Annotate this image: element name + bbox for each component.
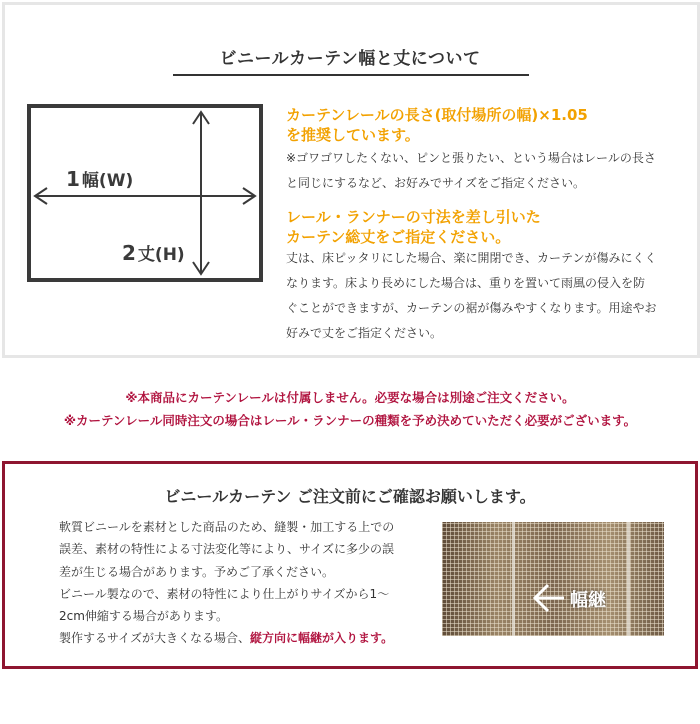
caution-line: 誤差、素材の特性による寸法変化等により、サイズに多少の誤 [59, 542, 395, 557]
title-underline [173, 74, 529, 76]
width-recommendation-body [286, 146, 690, 196]
seam-line [627, 522, 630, 636]
caution-line: ビニール製なので、素材の特性により仕上がりサイズから1～ [59, 586, 390, 601]
height-text: 丈(H) [137, 245, 185, 265]
caution-last-line [59, 627, 429, 649]
height-body-line: ぐことができますが、カーテンの裾が傷みやすくなります。用途やお [286, 301, 657, 315]
seam-photo-label: 幅継 [570, 590, 606, 611]
width-headline-line2: を推奨しています。 [286, 126, 420, 144]
height-number: 2 [122, 241, 136, 265]
height-headline-line1: レール・ランナーの寸法を差し引いた [286, 208, 541, 226]
caution-line: 差が生じる場合があります。予めご了承ください。 [59, 564, 335, 579]
height-body-line: なります。床より長めにした場合は、重りを置いて雨風の侵入を防 [286, 276, 646, 290]
height-recommendation-headline [286, 207, 541, 247]
rail-type-notice: ※カーテンレール同時注文の場合はレール・ランナーの種類を予め決めていただく必要がございます。 [63, 413, 637, 428]
width-label [66, 166, 133, 191]
height-label [122, 240, 185, 265]
order-caution-title: ビニールカーテン ご注文前にご確認お願いします。 [164, 487, 536, 506]
caution-line: 軟質ビニールを素材とした商品のため、縫製・加工する上での [59, 520, 395, 534]
caution-line: 2cm伸縮する場合があります。 [59, 609, 228, 624]
width-number: 1 [66, 167, 80, 191]
width-headline-line1: カーテンレールの長さ(取付場所の幅)×1.05 [286, 106, 588, 124]
height-recommendation-body [286, 246, 690, 346]
width-text: 幅(W) [81, 171, 134, 191]
height-body-line: 好みで丈をご指定ください。 [286, 326, 443, 340]
rail-not-included-notice: ※本商品にカーテンレールは付属しません。必要な場合は別途ご注文ください。 [125, 390, 575, 405]
size-guide-title: ビニールカーテン幅と丈について [219, 49, 481, 69]
width-recommendation-headline [286, 105, 588, 145]
height-headline-line2: カーテン総丈をご指定ください。 [286, 228, 511, 246]
height-body-line: 丈は、床ピッタリにした場合、楽に開閉でき、カーテンが傷みにくく [286, 251, 657, 265]
seam-warning-text: 縦方向に幅継が入ります。 [250, 631, 394, 646]
width-body-line: と同じにするなど、お好みでサイズをご指定ください。 [286, 176, 586, 190]
caution-last-prefix: 製作するサイズが大きくなる場合、 [59, 631, 251, 646]
seam-line [512, 522, 515, 636]
width-body-line: ※ゴワゴワしたくない、ピンと張りたい、という場合はレールの長さ [286, 151, 656, 165]
order-caution-text [59, 516, 429, 650]
seam-photo [442, 522, 664, 636]
